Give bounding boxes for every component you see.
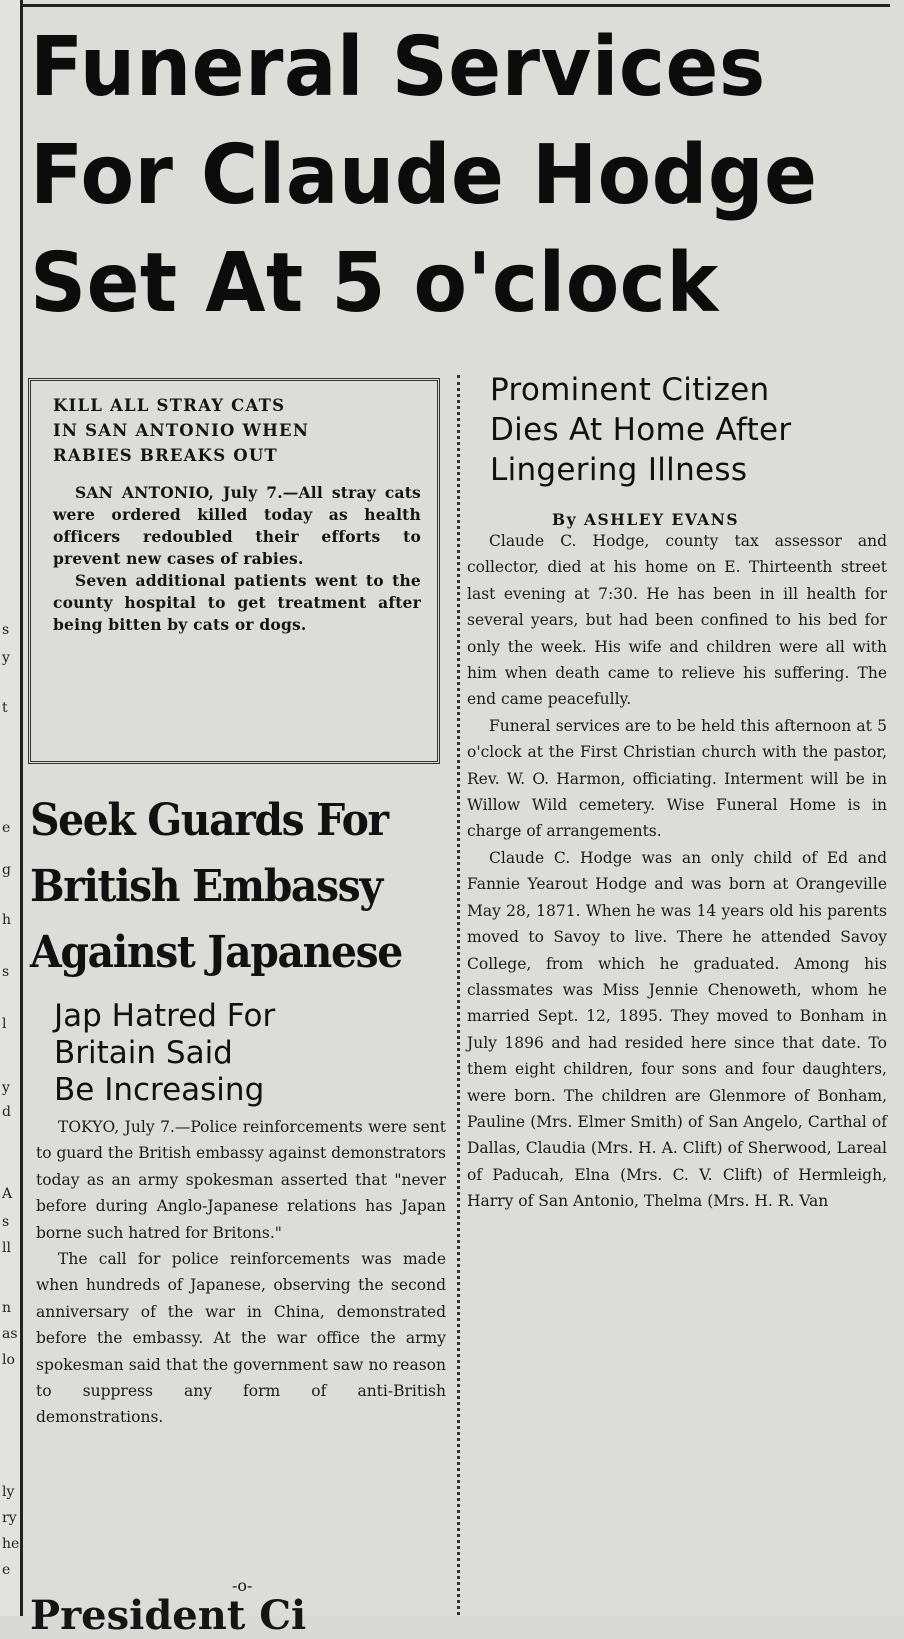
margin-fragment: ry: [2, 1510, 17, 1526]
margin-fragment: e: [2, 1562, 11, 1578]
headline-line: Set At 5 o'clock: [30, 236, 719, 331]
margin-fragment: s: [2, 622, 10, 638]
margin-fragment: ly: [2, 1484, 15, 1500]
box-headline-line: KILL ALL STRAY CATS: [53, 396, 286, 415]
main-headline: [30, 14, 828, 338]
left-paragraph: TOKYO, July 7.—Police reinforcements were sent to guard the British embassy against demonstrators today as an army spokesman asserted that "never before during Anglo-Japanese relations has Japan borne such hatred for Britons.": [36, 1118, 446, 1242]
margin-fragment: n: [2, 1300, 12, 1316]
margin-fragment: h: [2, 912, 12, 928]
margin-fragment: l: [2, 1016, 7, 1032]
left-story-body: [36, 1114, 446, 1431]
margin-fragment: e: [2, 820, 11, 836]
sidebar-news-box: [28, 378, 440, 764]
cut-off-headline: President Ci: [30, 1592, 307, 1639]
box-headline-line: IN SAN ANTONIO WHEN: [53, 421, 310, 440]
box-paragraph: SAN ANTONIO, July 7.—All stray cats were ordered killed today as health officers redoubled their efforts to prevent new cases of rabies.: [53, 483, 421, 568]
box-headline: [53, 393, 421, 468]
box-paragraph: Seven additional patients went to the county hospital to get treatment after being bitten by cats or dogs.: [53, 571, 421, 634]
left-subhead-line: Jap Hatred For: [54, 998, 276, 1034]
right-story-headline: [490, 370, 890, 490]
margin-fragment: g: [2, 862, 11, 878]
left-paragraph: The call for police reinforcements was made when hundreds of Japanese, observing the second anniversary of the war in China, demonstrated before the embassy. At the war office the army spokesman said that the government saw no reason to suppress any form of anti-British demonstrations.: [36, 1250, 446, 1427]
column-divider: [457, 375, 460, 1615]
left-subhead-line: Britain Said: [54, 1035, 233, 1071]
margin-fragment: lo: [2, 1352, 15, 1368]
box-headline-line: RABIES BREAKS OUT: [53, 446, 278, 465]
right-paragraph: Claude C. Hodge was an only child of Ed and Fannie Yearout Hodge and was born at Orangeville May 28, 1871. When he was 14 years old his parents moved to Savoy to live. There he attended Savoy College, from which he graduated. Among his classmates was Miss Jennie Chenoweth, whom he married Sept. 12, 1895. They moved to Bonham in July 1896 and had resided here since that date. To them eight children, four sons and four daughters, were born. The children are Glenmore of Bonham, Pauline (Mrs. Elmer Smith) of San Angelo, Carthal of Dallas, Claudia (Mrs. H. A. Clift) of Sherwood, Lareal of Paducah, Elna (Mrs. C. V. Clift) of Hermleigh, Harry of San Antonio, Thelma (Mrs. H. R. Van: [467, 848, 887, 1211]
box-body: [53, 482, 421, 636]
margin-fragment: as: [2, 1326, 18, 1342]
left-subhead-line: Be Increasing: [54, 1072, 265, 1108]
left-story-headline: [30, 788, 421, 986]
column-rule: [20, 0, 23, 1616]
headline-line: Funeral Services: [30, 20, 766, 115]
left-headline-line: Against Japanese: [30, 927, 402, 978]
right-headline-line: Prominent Citizen: [490, 372, 770, 408]
right-paragraph: Funeral services are to be held this afternoon at 5 o'clock at the First Christian church with the pastor, Rev. W. O. Harmon, officiating. Interment will be in Willow Wild cemetery. Wise Funeral Home is in charge of arrangements.: [467, 716, 887, 841]
margin-fragment: s: [2, 1214, 10, 1230]
left-headline-line: Seek Guards For: [30, 795, 388, 846]
right-story-body: [467, 528, 887, 1215]
left-story-subhead: [54, 998, 434, 1109]
top-rule: [20, 4, 890, 7]
right-headline-line: Lingering Illness: [490, 452, 748, 488]
right-headline-line: Dies At Home After: [490, 412, 792, 448]
right-paragraph: Claude C. Hodge, county tax assessor and collector, died at his home on E. Thirteenth street last evening at 7:30. He has been in ill health for several years, but had been confined to his bed for only the week. His wife and children were all with him when death came to relieve his suffering. The end came peacefully.: [467, 532, 887, 709]
margin-fragment: y: [2, 1080, 10, 1096]
margin-fragment: he: [2, 1536, 20, 1552]
headline-line: For Claude Hodge: [30, 128, 818, 223]
margin-fragment: t: [2, 700, 8, 716]
margin-fragment: y: [2, 650, 10, 666]
adjacent-column-strip: [0, 0, 20, 1616]
margin-fragment: d: [2, 1104, 11, 1120]
margin-fragment: A: [2, 1186, 13, 1202]
story-end-mark: -o-: [232, 1576, 253, 1595]
left-headline-line: British Embassy: [30, 861, 382, 912]
byline: By ASHLEY EVANS: [552, 510, 740, 529]
margin-fragment: ll: [2, 1240, 11, 1256]
margin-fragment: s: [2, 964, 10, 980]
